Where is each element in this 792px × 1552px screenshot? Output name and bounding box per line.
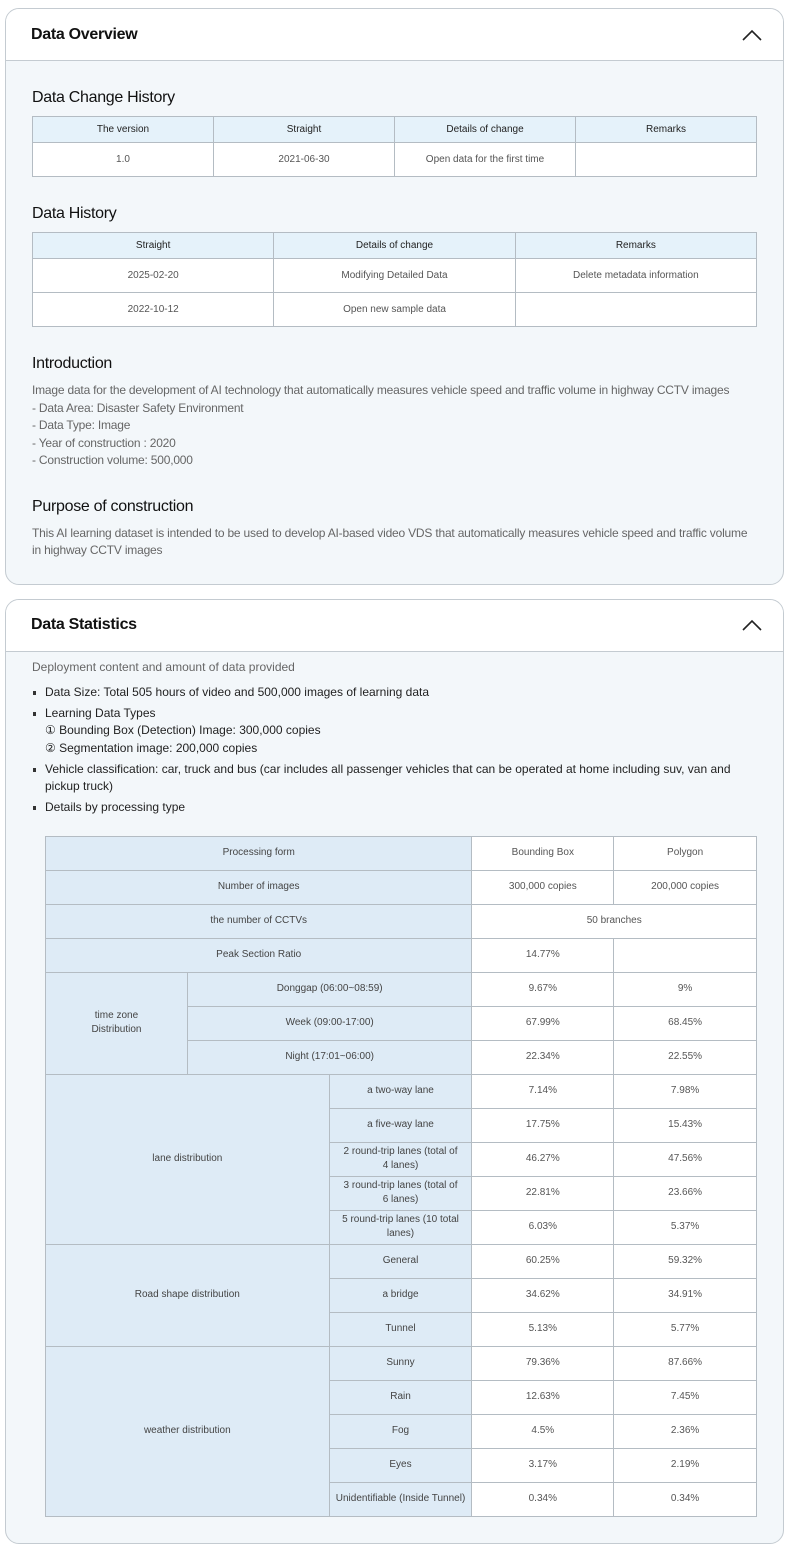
row-header: Night (17:01~06:00) xyxy=(187,1040,472,1074)
list-sub-item: ② Segmentation image: 200,000 copies xyxy=(45,740,258,755)
row-header: 3 round-trip lanes (total of 6 lanes) xyxy=(329,1176,472,1210)
list-sub-item: ① Bounding Box (Detection) Image: 300,000 copies xyxy=(45,723,321,737)
row-header: General xyxy=(329,1244,472,1278)
group-header: lane distribution xyxy=(46,1074,330,1244)
table-cell: 23.66% xyxy=(614,1176,757,1210)
column-header: Straight xyxy=(214,117,395,143)
data-history-section xyxy=(32,205,757,327)
column-header: Straight xyxy=(33,233,274,259)
table-row xyxy=(46,938,757,972)
table-cell: 79.36% xyxy=(472,1346,614,1380)
table-cell: Delete metadata information xyxy=(515,259,756,293)
purpose-text: This AI learning dataset is intended to be used to develop AI-based video VDS that automatically measures vehicle speed and traffic volume in highway CCTV images xyxy=(32,525,748,557)
table-cell: Modifying Detailed Data xyxy=(274,259,515,293)
list-item-text: Data Size: Total 505 hours of video and 500,000 images of learning data xyxy=(45,684,430,699)
data-history-table xyxy=(32,232,757,327)
data-change-history-section xyxy=(32,89,757,177)
table-cell: 9.67% xyxy=(472,972,614,1006)
chevron-up-icon[interactable] xyxy=(741,614,763,636)
table-cell: 5.77% xyxy=(614,1312,757,1346)
row-header: Eyes xyxy=(329,1448,472,1482)
data-overview-header[interactable] xyxy=(6,9,783,61)
data-statistics-panel xyxy=(5,599,784,1544)
table-cell: Bounding Box xyxy=(472,836,614,870)
table-row xyxy=(46,870,757,904)
table-cell: 2.19% xyxy=(614,1448,757,1482)
table-row xyxy=(33,143,757,177)
introduction-line: Image data for the development of AI technology that automatically measures vehicle speed and traffic volume in highway CCTV images xyxy=(32,383,730,397)
row-header: 5 round-trip lanes (10 total lanes) xyxy=(329,1210,472,1244)
list-item-text: Details by processing type xyxy=(45,800,186,814)
introduction-line: - Construction volume: 500,000 xyxy=(32,453,193,467)
table-cell: 60.25% xyxy=(472,1244,614,1278)
table-row xyxy=(46,904,757,938)
list-item xyxy=(32,761,757,796)
panel-title: Data Overview xyxy=(31,25,138,43)
table-cell: 2.36% xyxy=(614,1414,757,1448)
table-cell: 300,000 copies xyxy=(472,870,614,904)
table-cell: 2025-02-20 xyxy=(33,259,274,293)
table-cell: 47.56% xyxy=(614,1142,757,1176)
section-title: Introduction xyxy=(32,355,113,372)
table-row xyxy=(33,259,757,293)
table-cell: 12.63% xyxy=(472,1380,614,1414)
table-cell: 200,000 copies xyxy=(614,870,757,904)
statistics-intro: Deployment content and amount of data provided xyxy=(32,659,295,674)
table-cell: 7.14% xyxy=(472,1074,614,1108)
table-cell: 7.45% xyxy=(614,1380,757,1414)
table-cell: 1.0 xyxy=(33,143,214,177)
row-header: Tunnel xyxy=(329,1312,472,1346)
row-header: a five-way lane xyxy=(329,1108,472,1142)
table-cell: 7.98% xyxy=(614,1074,757,1108)
group-header: Road shape distribution xyxy=(46,1244,330,1346)
column-header: Details of change xyxy=(395,117,576,143)
table-cell: 4.5% xyxy=(472,1414,614,1448)
table-row xyxy=(46,1346,757,1380)
group-header: weather distribution xyxy=(46,1346,330,1516)
table-cell: 22.81% xyxy=(472,1176,614,1210)
table-cell: 87.66% xyxy=(614,1346,757,1380)
row-header: Number of images xyxy=(46,870,472,904)
column-header: The version xyxy=(33,117,214,143)
table-cell: Polygon xyxy=(614,836,757,870)
table-header-row xyxy=(33,117,757,143)
table-cell: Open new sample data xyxy=(274,293,515,327)
panel-title: Data Statistics xyxy=(31,616,137,633)
table-header-row xyxy=(33,233,757,259)
table-row xyxy=(46,836,757,870)
table-cell: 2021-06-30 xyxy=(214,143,395,177)
table-row xyxy=(46,1074,757,1108)
list-item-text: Vehicle classification: car, truck and bus (car includes all passenger vehicles that can be operated at home including suv, van and pickup truck) xyxy=(45,761,731,793)
introduction-text xyxy=(32,382,757,470)
table-cell: Open data for the first time xyxy=(395,143,576,177)
row-header: Fog xyxy=(329,1414,472,1448)
table-cell: 5.37% xyxy=(614,1210,757,1244)
row-header: Unidentifiable (Inside Tunnel) xyxy=(329,1482,472,1516)
table-cell: 9% xyxy=(614,972,757,1006)
section-title: Data History xyxy=(32,205,117,222)
purpose-section xyxy=(32,498,757,560)
row-header: Sunny xyxy=(329,1346,472,1380)
processing-type-table xyxy=(45,836,757,1517)
table-cell: 59.32% xyxy=(614,1244,757,1278)
change-history-table xyxy=(32,116,757,177)
introduction-section xyxy=(32,355,757,470)
list-item-text: Learning Data Types xyxy=(45,705,156,720)
row-header: a bridge xyxy=(329,1278,472,1312)
row-header: 2 round-trip lanes (total of 4 lanes) xyxy=(329,1142,472,1176)
introduction-line: - Data Area: Disaster Safety Environment xyxy=(32,400,244,415)
table-cell: 34.62% xyxy=(472,1278,614,1312)
table-cell: 14.77% xyxy=(472,938,614,972)
column-header: Details of change xyxy=(274,233,515,259)
column-header: Remarks xyxy=(515,233,756,259)
table-cell: 6.03% xyxy=(472,1210,614,1244)
row-header: Donggap (06:00~08:59) xyxy=(187,972,472,1006)
section-title: Data Change History xyxy=(32,89,175,106)
table-cell: 2022-10-12 xyxy=(33,293,274,327)
table-cell xyxy=(614,938,757,972)
table-row xyxy=(46,1244,757,1278)
row-header: Rain xyxy=(329,1380,472,1414)
row-header: Peak Section Ratio xyxy=(46,938,472,972)
table-cell xyxy=(576,143,757,177)
row-header: a two-way lane xyxy=(329,1074,472,1108)
group-header: time zone Distribution xyxy=(46,972,188,1074)
list-item xyxy=(32,705,757,758)
table-cell: 0.34% xyxy=(614,1482,757,1516)
table-cell: 67.99% xyxy=(472,1006,614,1040)
row-header: the number of CCTVs xyxy=(46,904,472,938)
chevron-up-icon[interactable] xyxy=(741,24,763,46)
table-cell: 34.91% xyxy=(614,1278,757,1312)
table-row xyxy=(33,293,757,327)
table-cell: 22.34% xyxy=(472,1040,614,1074)
table-cell: 50 branches xyxy=(472,904,757,938)
table-cell: 68.45% xyxy=(614,1006,757,1040)
introduction-line: - Year of construction : 2020 xyxy=(32,435,176,450)
table-cell: 46.27% xyxy=(472,1142,614,1176)
introduction-line: - Data Type: Image xyxy=(32,418,131,432)
list-item xyxy=(32,799,757,817)
table-cell: 22.55% xyxy=(614,1040,757,1074)
row-header: Processing form xyxy=(46,836,472,870)
table-row xyxy=(46,972,757,1006)
statistics-bullet-list xyxy=(32,684,757,817)
data-statistics-header[interactable] xyxy=(6,600,783,652)
table-cell: 5.13% xyxy=(472,1312,614,1346)
table-cell: 15.43% xyxy=(614,1108,757,1142)
table-cell xyxy=(515,293,756,327)
table-cell: 0.34% xyxy=(472,1482,614,1516)
table-cell: 17.75% xyxy=(472,1108,614,1142)
list-item xyxy=(32,684,757,702)
data-overview-panel xyxy=(5,8,784,585)
section-title: Purpose of construction xyxy=(32,497,194,515)
row-header: Week (09:00-17:00) xyxy=(187,1006,472,1040)
column-header: Remarks xyxy=(576,117,757,143)
table-cell: 3.17% xyxy=(472,1448,614,1482)
